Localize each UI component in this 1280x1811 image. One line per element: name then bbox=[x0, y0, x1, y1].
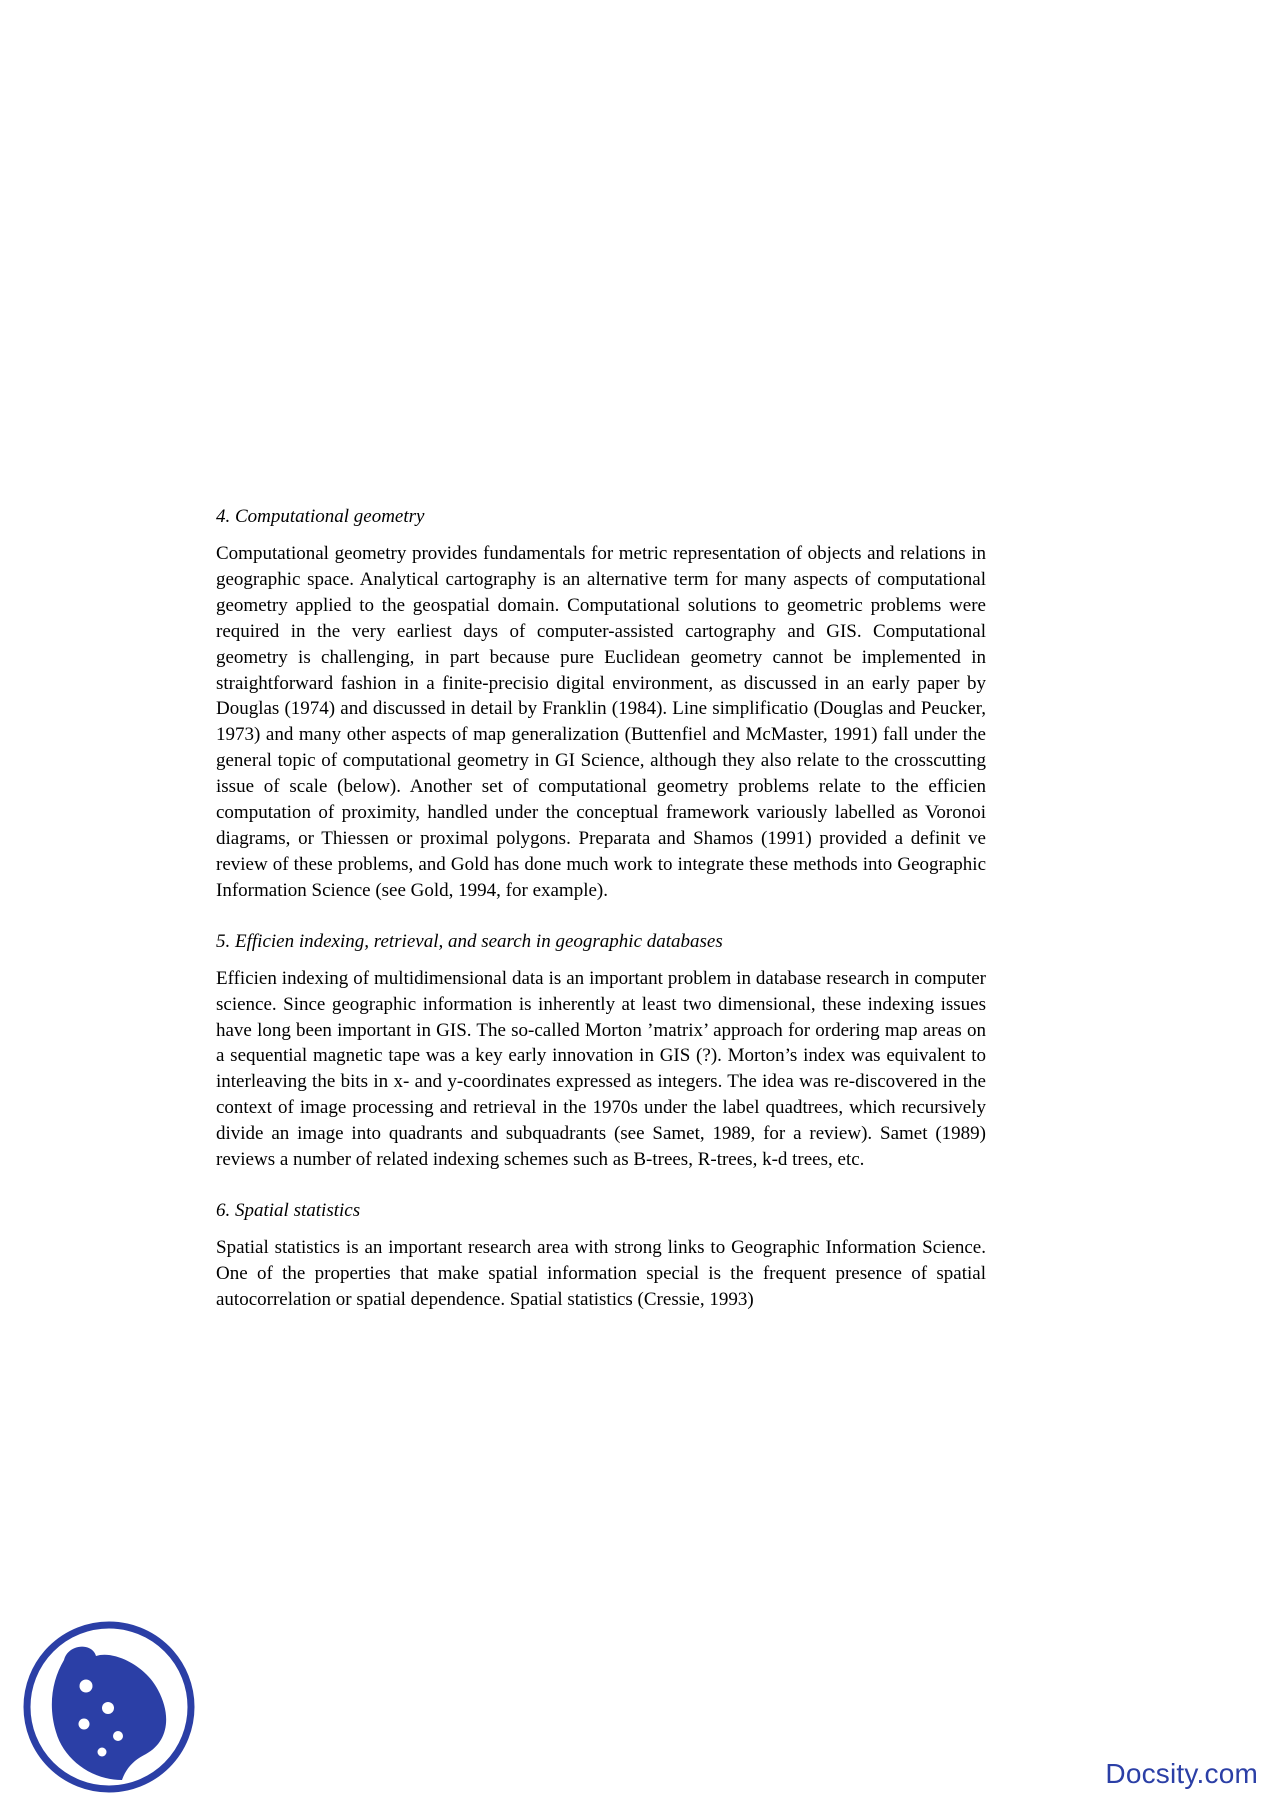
section-heading: 4. Computational geometry bbox=[216, 506, 425, 527]
docsity-logo-icon[interactable] bbox=[22, 1620, 196, 1794]
docsity-logo-graphic bbox=[22, 1620, 196, 1794]
section-heading: 6. Spatial statistics bbox=[216, 1199, 361, 1221]
section-paragraph: Spatial statistics is an important research area with strong links to Geographic Information Science. One of the properties that make spatial information special is the frequent presence of spatial autocorrelation or spatial dependence. Spatial statistics (Cressie, 1993) bbox=[216, 1236, 986, 1310]
section-spatial-statistics bbox=[216, 1199, 986, 1313]
document-body bbox=[216, 505, 986, 1313]
docsity-brand-link[interactable]: Docsity.com bbox=[1105, 1758, 1258, 1789]
section-paragraph: Efficien indexing of multidimensional data is an important problem in database research in computer science. Since geographic information is inherently at least two dimensional, these indexing issues have long been important in GIS. The so-called Morton ’matrix’ approach for ordering map areas on a sequential magnetic tape was a key early innovation in GIS (?). Morton’s index was equivalent to interleaving the bits in x- and y-coordinates expressed as integers. The idea was re-discovered in the context of image processing and retrieval in the 1970s under the label quadtrees, which recursively divide an image into quadrants and subquadrants (see Samet, 1989, for a review). Samet (1989) reviews a number of related indexing schemes such as B-trees, R-trees, k-d trees, etc. bbox=[216, 967, 986, 1171]
section-heading: 5. Efficien indexing, retrieval, and search in geographic databases bbox=[216, 930, 723, 952]
section-paragraph: Computational geometry provides fundamentals for metric representation of objects and relations in geographic space. Analytical cartography is an alternative term for many aspects of computational geometry applied to the geospatial domain. Computational solutions to geometric problems were required in the very earliest days of computer-assisted cartography and GIS. Computational geometry is challenging, in part because pure Euclidean geometry cannot be implemented in straightforward fashion in a finite-precisio digital environment, as discussed in an early paper by Douglas (1974) and discussed in detail by Franklin (1984). Line simplificatio (Douglas and Peucker, 1973) and many other aspects of map generalization (Buttenfiel and McMaster, 1991) fall under the general topic of computational geometry in GI Science, although they also relate to the crosscutting issue of scale (below). Another set of computational geometry problems relate to the efficien computation of proximity, handled under the conceptual framework variously labelled as Voronoi diagrams, or Thiessen or proximal polygons. Preparata and Shamos (1991) provided a definit ve review of these problems, and Gold has done much work to integrate these methods into Geographic Information Science (see Gold, 1994, for example). bbox=[216, 543, 986, 901]
section-computational-geometry bbox=[216, 505, 986, 904]
section-indexing-retrieval bbox=[216, 930, 986, 1173]
